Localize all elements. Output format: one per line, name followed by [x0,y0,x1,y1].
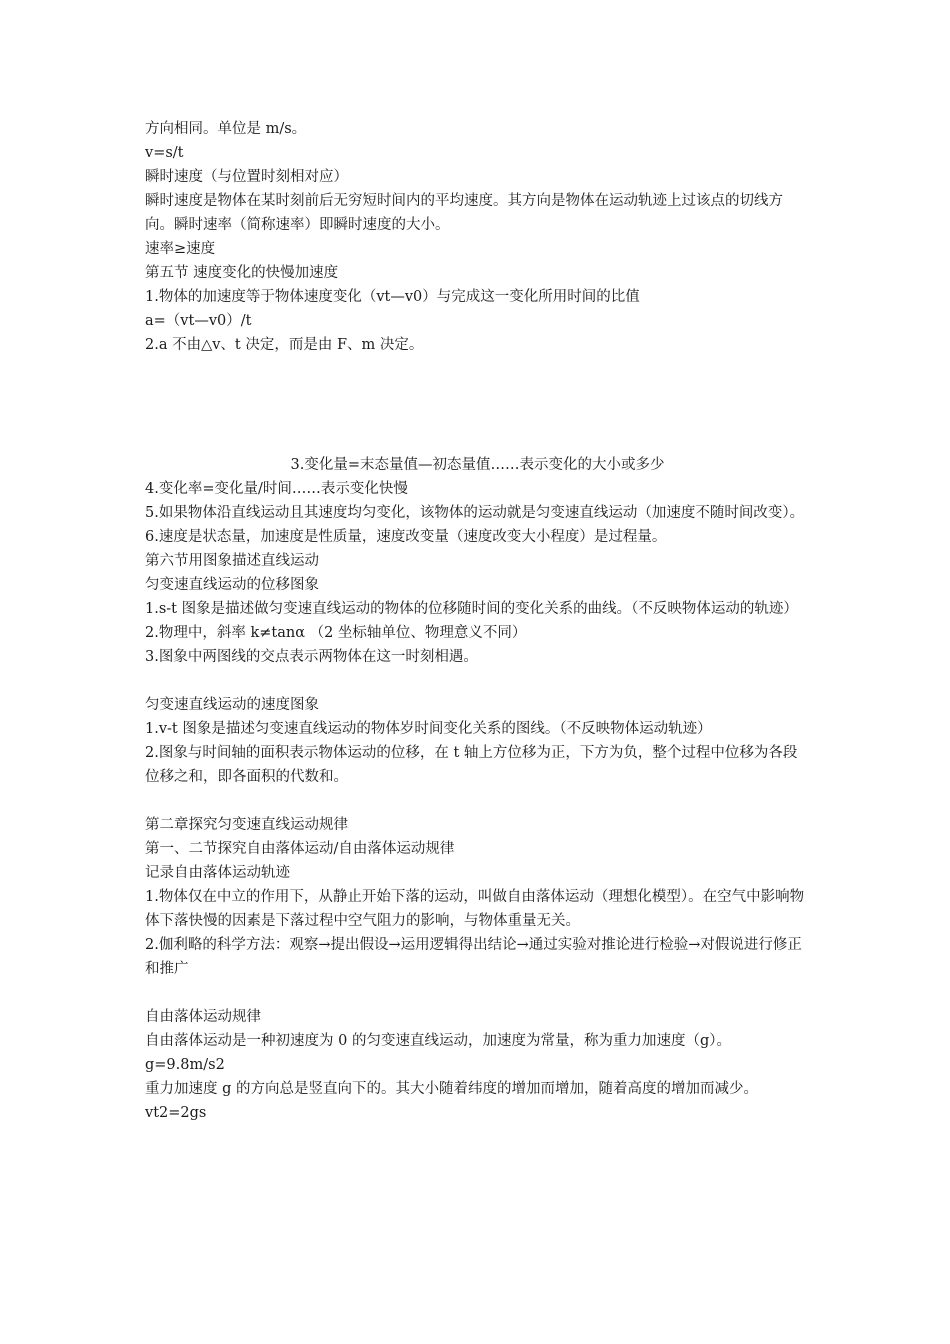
paragraph: 2.a 不由△v、t 决定，而是由 F、m 决定。 [145,337,424,353]
paragraph: 速率≥速度 [145,241,216,257]
chapter-heading: 第二章探究匀变速直线运动规律 [145,817,348,833]
subheading: 自由落体运动规律 [145,1009,261,1025]
paragraph: 1.s-t 图象是描述做匀变速直线运动的物体的位移随时间的变化关系的曲线。（不反映物体运动的轨迹） [145,601,798,617]
section-heading: 第六节用图象描述直线运动 [145,553,319,569]
section-heading: 第一、二节探究自由落体运动/自由落体运动规律 [145,841,455,857]
formula: v=s/t [145,145,184,161]
paragraph: 5.如果物体沿直线运动且其速度均匀变化，该物体的运动就是匀变速直线运动（加速度不随时间改变）。 [145,505,805,521]
paragraph: 1.物体仅在中立的作用下，从静止开始下落的运动，叫做自由落体运动（理想化模型）。在空气中影响物体下落快慢的因素是下落过程中空气阻力的影响，与物体重量无关。 [145,889,805,929]
section-graphs [145,477,810,669]
subheading: 匀变速直线运动的位移图象 [145,577,319,593]
section-chapter-two [145,813,810,981]
paragraph: 2.伽利略的科学方法：观察→提出假设→运用逻辑得出结论→通过实验对推论进行检验→对假说进行修正和推广 [145,937,802,977]
paragraph: 自由落体运动是一种初速度为 0 的匀变速直线运动，加速度为常量，称为重力加速度（g）。 [145,1033,731,1049]
section-velocity-graph [145,693,810,789]
paragraph: 方向相同。单位是 m/s。 [145,121,307,137]
subheading: 匀变速直线运动的速度图象 [145,697,319,713]
paragraph: 3.图象中两图线的交点表示两物体在这一时刻相遇。 [145,649,478,665]
blank-line [145,981,810,1005]
centered-paragraph: 3.变化量=末态量值—初态量值……表示变化的大小或多少 [290,457,665,473]
formula: vt2=2gs [145,1105,207,1121]
formula: a=（vt—v0）/t [145,313,252,329]
formula: g=9.8m/s2 [145,1057,225,1073]
paragraph: 1.物体的加速度等于物体速度变化（vt—v0）与完成这一变化所用时间的比值 [145,289,640,305]
paragraph: 重力加速度 g 的方向总是竖直向下的。其大小随着纬度的增加而增加，随着高度的增加而减少。 [145,1081,758,1097]
section-heading: 第五节 速度变化的快慢加速度 [145,265,339,281]
blank-line [145,789,810,813]
paragraph: 6.速度是状态量，加速度是性质量，速度改变量（速度改变大小程度）是过程量。 [145,529,667,545]
paragraph: 4.变化率=变化量/时间……表示变化快慢 [145,481,408,497]
vertical-gap [145,357,810,453]
text-column [145,117,810,1125]
section-velocity-acceleration [145,117,810,357]
blank-line [145,669,810,693]
paragraph: 1.v-t 图象是描述匀变速直线运动的物体岁时间变化关系的图线。（不反映物体运动轨迹） [145,721,712,737]
paragraph: 瞬时速度（与位置时刻相对应） [145,169,348,185]
section-free-fall-laws [145,1005,810,1125]
paragraph: 2.物理中，斜率 k≠tanα （2 坐标轴单位、物理意义不同） [145,625,527,641]
paragraph: 2.图象与时间轴的面积表示物体运动的位移，在 t 轴上方位移为正，下方为负，整个过程中位移为各段位移之和，即各面积的代数和。 [145,745,798,785]
subheading: 记录自由落体运动轨迹 [145,865,290,881]
paragraph: 瞬时速度是物体在某时刻前后无穷短时间内的平均速度。其方向是物体在运动轨迹上过该点的切线方向。瞬时速率（简称速率）即瞬时速度的大小。 [145,193,783,233]
